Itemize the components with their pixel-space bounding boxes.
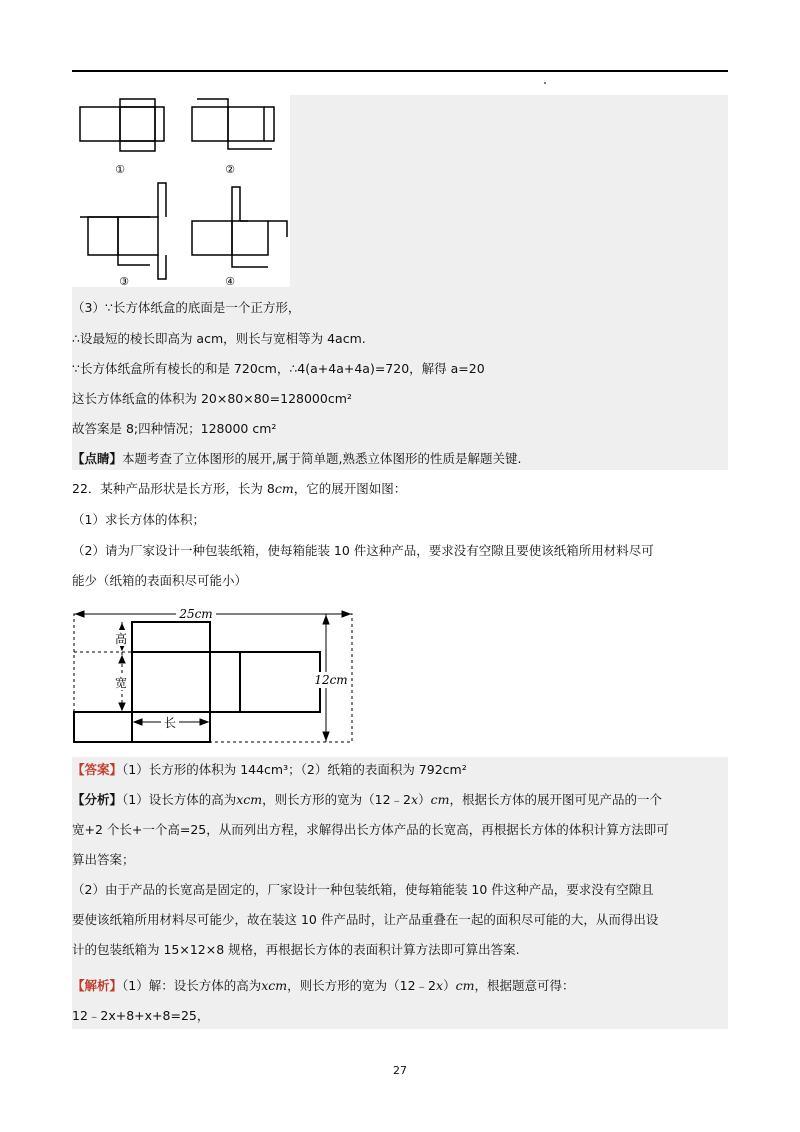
analysis-var: xcm [236, 792, 263, 807]
height-label: 12cm [314, 673, 348, 687]
question-stem [72, 479, 728, 499]
solution-line: 这长方体纸盒的体积为 20×80×80=128000cm² [72, 391, 352, 406]
analysis-tag: 【分析】 [72, 792, 123, 807]
top-face [132, 622, 210, 652]
unfolded-net-figure [72, 600, 356, 746]
analysis-line: 计的包装纸箱为 15×12×8 规格，再根据长方体的表面积计算方法即可算出答案. [72, 942, 520, 957]
solution-line: 故答案是 8;四种情况；128000 cm² [72, 421, 277, 436]
analysis-line: （2）由于产品的长宽高是固定的，厂家设计一种包装纸箱，使每箱能装 10 件这种产品，要求没有空隙且 [72, 882, 654, 897]
solution-tag: 【解析】 [72, 978, 123, 993]
analysis-line [72, 790, 728, 810]
comment-text: 本题考查了立体图形的展开,属于简单题,熟悉立体图形的性质是解题关键. [122, 451, 522, 466]
analysis-unit: cm [430, 792, 450, 807]
comment-line [72, 449, 728, 469]
analysis-line: 宽+2 个长+一个高=25，从而列出方程，求解得出长方体产品的长宽高，再根据长方体的体积计算方法即可 [72, 822, 669, 837]
solution-unit: cm [455, 978, 475, 993]
question-part-2: （2）请为厂家设计一种包装纸箱，使每箱能装 10 件这种产品，要求没有空隙且要使该纸箱所用材料尽可 [72, 543, 654, 558]
bottom-left-face [74, 712, 132, 742]
analysis-text: ，根据长方体的展开图可见产品的一个 [449, 792, 662, 807]
answer-tag: 【答案】 [72, 762, 123, 777]
solution-var: xcm [261, 978, 288, 993]
analysis-text: ，则长方形的宽为（12﹣2 [262, 792, 411, 807]
stem-text: 22．某种产品形状是长方形，长为 8 [72, 481, 275, 496]
width-label: 25cm [179, 607, 213, 621]
side-face-right [210, 652, 240, 712]
analysis-var: x [411, 792, 419, 807]
analysis-text: （1）设长方体的高为 [122, 792, 237, 807]
label-chang: 长 [163, 716, 177, 730]
solution-line: ∴设最短的棱长即高为 acm，则长与宽相等为 4acm. [72, 331, 366, 346]
solution-var: x [436, 978, 444, 993]
net-2 [192, 99, 274, 149]
answer-text: （1）长方形的体积为 144cm³；（2）纸箱的表面积为 792cm² [122, 762, 467, 777]
solution-line: （3）∵长方体纸盒的底面是一个正方形， [72, 300, 301, 315]
net-2-label: ② [225, 163, 235, 176]
front-face [132, 652, 210, 712]
label-kuan: 宽 [114, 676, 128, 690]
answer-line [72, 760, 728, 780]
net-4 [192, 187, 287, 267]
nets-diagram [72, 95, 290, 287]
solution-line [72, 976, 728, 996]
comment-tag: 【点睛】 [72, 451, 123, 466]
stem-text-end: ，它的展开图如图： [293, 481, 407, 496]
net-3 [80, 183, 166, 279]
net-3-label: ③ [119, 275, 129, 287]
net-1-label: ① [115, 163, 125, 176]
header-dot [544, 82, 546, 84]
analysis-line: 算出答案； [72, 852, 135, 867]
unfolded-net-diagram [72, 600, 356, 746]
back-face [240, 652, 320, 712]
question-part-1: （1）求长方体的体积； [72, 512, 205, 527]
net-1 [80, 99, 164, 151]
solution-line: ∵长方体纸盒所有棱长的和是 720cm，∴4(a+4a+4a)=720，解得 a=20 [72, 361, 485, 376]
analysis-line: 要使该纸箱所用材料尽可能少，故在装这 10 件产品时，让产品重叠在一起的面积尽可能的大，从而得出设 [72, 912, 659, 927]
page-number: 27 [393, 1064, 407, 1077]
question-part-2-cont: 能少（纸箱的表面积尽可能小） [72, 573, 248, 588]
header-rule [72, 70, 728, 72]
solution-text: ，根据题意可得： [474, 978, 575, 993]
solution-text: （1）解：设长方体的高为 [122, 978, 262, 993]
nets-figure [72, 95, 290, 287]
solution-text: ） [443, 978, 456, 993]
solution-text: ，则长方形的宽为（12﹣2 [287, 978, 436, 993]
equation-line: 12﹣2x+8+x+8=25， [72, 1008, 210, 1023]
label-gao: 高 [114, 632, 128, 646]
analysis-text: ） [418, 792, 431, 807]
net-4-label: ④ [225, 275, 235, 287]
stem-unit: cm [274, 481, 294, 496]
